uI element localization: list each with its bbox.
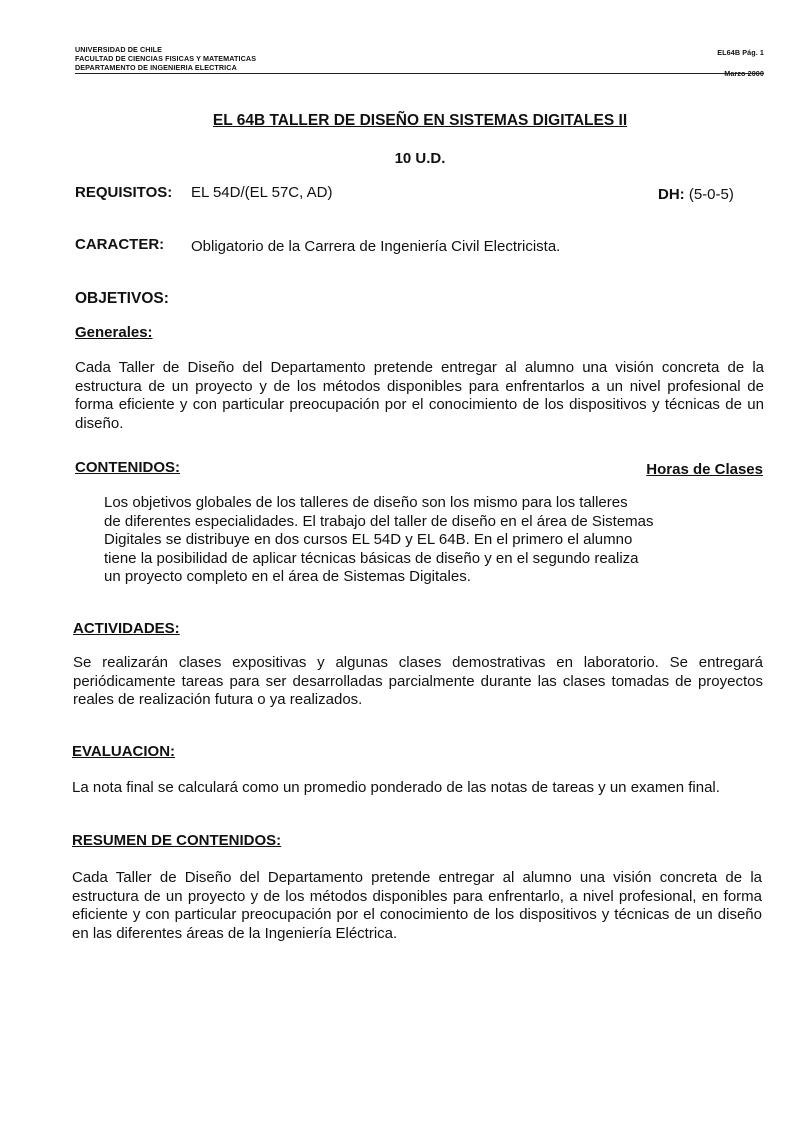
page-title: EL 64B TALLER DE DISEÑO EN SISTEMAS DIGITALES II (212, 112, 628, 129)
actividades-paragraph: Se realizarán clases expositivas y algunas clases demostrativas en laboratorio. Se entregará periódicamente tareas para ser desarrolladas parcialmente durante las clases tomadas de proyectos reales de realización futura o ya realizados. (73, 654, 763, 708)
caracter-value: Obligatorio de la Carrera de Ingeniería Civil Electricista. (191, 238, 561, 255)
header-date: Marzo 2000 (724, 69, 764, 78)
objetivos-heading: OBJETIVOS: (75, 290, 169, 307)
generales-heading: Generales: (75, 324, 153, 341)
header-faculty: FACULTAD DE CIENCIAS FISICAS Y MATEMATICAS (75, 54, 257, 63)
header-department: DEPARTAMENTO DE INGENIERIA ELECTRICA (75, 63, 237, 72)
dh-block (658, 186, 734, 203)
header-course-page: EL64B Pág. 1 (717, 48, 764, 57)
requisitos-value: EL 54D/(EL 57C, AD) (191, 184, 333, 201)
contenidos-line: de diferentes especialidades. El trabajo del taller de diseño en el área de Sistemas (104, 512, 654, 530)
units-label: 10 U.D. (394, 150, 446, 167)
header-rule (75, 73, 764, 74)
contenidos-line: Digitales se distribuye en dos cursos EL 54D y EL 64B. En el primero el alumno (104, 531, 633, 548)
caracter-label: CARACTER: (75, 236, 165, 253)
dh-label: DH: (658, 186, 685, 203)
horas-de-clases-heading: Horas de Clases (646, 461, 763, 478)
evaluacion-heading: EVALUACION: (72, 743, 176, 760)
resumen-heading: RESUMEN DE CONTENIDOS: (72, 832, 282, 849)
contenidos-line: Los objetivos globales de los talleres de diseño son los mismo para los talleres (104, 494, 628, 511)
header-university: UNIVERSIDAD DE CHILE (75, 45, 163, 54)
dh-value: (5-0-5) (688, 186, 734, 203)
contenidos-paragraph (104, 494, 704, 587)
actividades-heading: ACTIVIDADES: (73, 620, 180, 637)
requisitos-label: REQUISITOS: (75, 184, 173, 201)
evaluacion-paragraph: La nota final se calculará como un promedio ponderado de las notas de tareas y un examen final. (72, 779, 720, 796)
contenidos-line: tiene la posibilidad de aplicar técnicas básicas de diseño y en el segundo realiza (104, 549, 639, 567)
generales-paragraph: Cada Taller de Diseño del Departamento pretende entregar al alumno una visión concreta de la estructura de un proyecto y de los métodos disponibles para enfrentarlos a un nivel profesional de forma eficiente y con particular preocupación por el conocimiento de los dispositivos y técnicas de un diseño. (75, 359, 764, 432)
contenidos-line: un proyecto completo en el área de Sistemas Digitales. (104, 568, 471, 585)
resumen-paragraph: Cada Taller de Diseño del Departamento pretende entregar al alumno una visión concreta de la estructura de un proyecto y de los métodos disponibles para enfrentarlo, a nivel profesional, en forma eficiente y con particular preocupación por el conocimiento de los dispositivos y técnicas de un diseño en las diferentes áreas de la Ingeniería Eléctrica. (72, 869, 762, 942)
contenidos-heading: CONTENIDOS: (75, 459, 180, 476)
